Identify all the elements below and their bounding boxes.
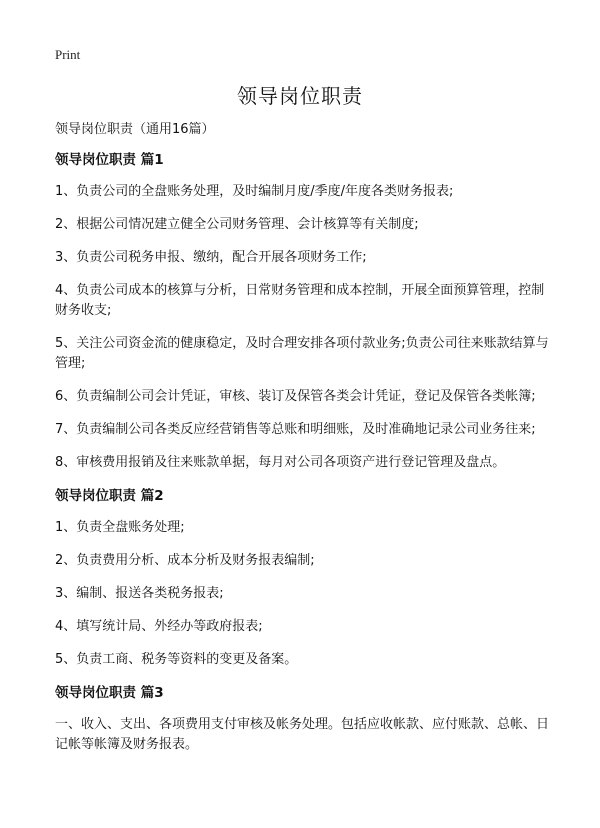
list-item: 一、收入、支出、各项费用支付审核及帐务处理。包括应收帐款、应付账款、总帐、日记帐等帐簿及财务报表。 [55, 717, 550, 752]
list-item: 1、负责公司的全盘账务处理，及时编制月度/季度/年度各类财务报表; [55, 184, 454, 199]
list-item: 4、负责公司成本的核算与分析，日常财务管理和成本控制，开展全面预算管理，控制财务收支; [55, 283, 545, 318]
section-heading: 领导岗位职责 篇2 [55, 488, 164, 504]
document-intro: 领导岗位职责（通用16篇） [55, 122, 215, 137]
document-body [55, 120, 555, 768]
section-1 [55, 150, 555, 473]
document-title: 领导岗位职责 [237, 84, 363, 108]
section-heading: 领导岗位职责 篇3 [55, 685, 164, 701]
list-item: 3、负责公司税务申报、缴纳，配合开展各项财务工作; [55, 250, 367, 265]
section-heading: 领导岗位职责 篇1 [55, 152, 164, 168]
list-item: 2、负责费用分析、成本分析及财务报表编制; [55, 553, 315, 568]
list-item: 2、根据公司情况建立健全公司财务管理、会计核算等有关制度; [55, 217, 419, 232]
section-2 [55, 486, 555, 670]
list-item: 6、负责编制公司会计凭证，审核、装订及保管各类会计凭证，登记及保管各类帐簿; [55, 389, 536, 404]
list-item: 8、审核费用报销及往来账款单据，每月对公司各项资产进行登记管理及盘点。 [55, 455, 506, 470]
list-item: 7、负责编制公司各类反应经营销售等总账和明细账，及时准确地记录公司业务往来; [55, 422, 536, 437]
list-item: 3、编制、报送各类税务报表; [55, 586, 224, 601]
print-link[interactable]: Print [55, 47, 81, 62]
list-item: 4、填写统计局、外经办等政府报表; [55, 619, 263, 634]
list-item: 5、关注公司资金流的健康稳定，及时合理安排各项付款业务;负责公司往来账款结算与管理; [55, 336, 549, 371]
list-item: 1、负责全盘账务处理; [55, 520, 185, 535]
section-3 [55, 683, 555, 755]
list-item: 5、负责工商、税务等资料的变更及备案。 [55, 652, 298, 667]
